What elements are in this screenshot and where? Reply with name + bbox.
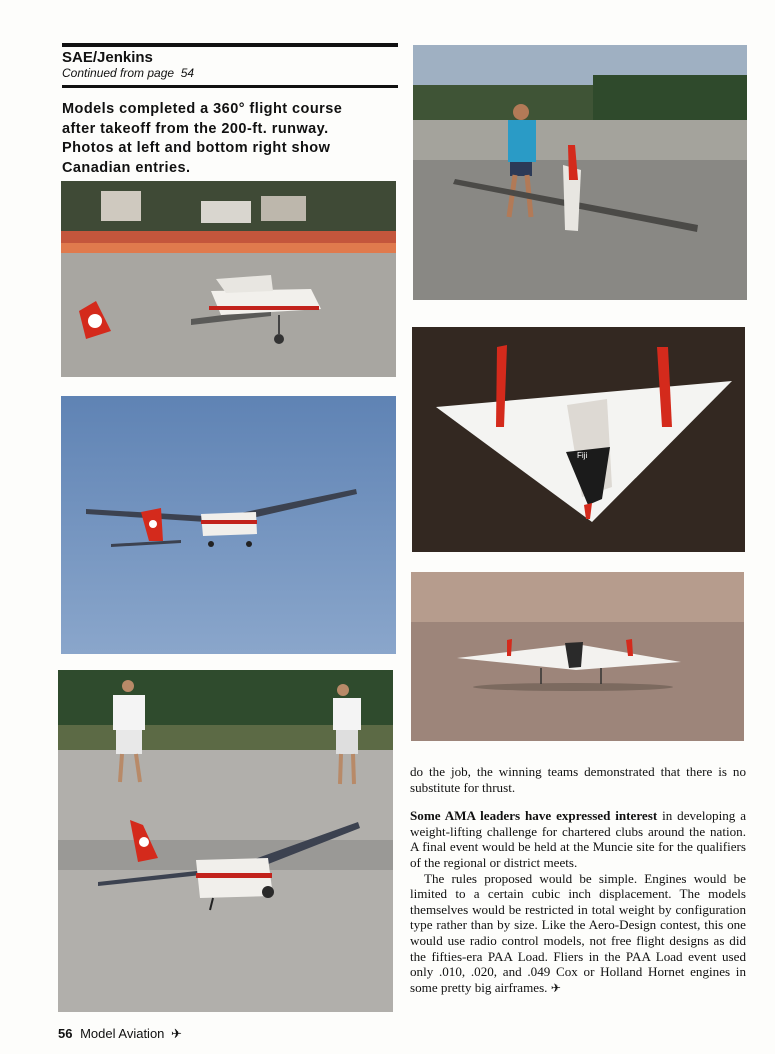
photo-runway-takeoff bbox=[61, 181, 396, 377]
page-footer bbox=[58, 1026, 182, 1042]
caption-line-1: Models completed a 360° flight course bbox=[62, 101, 343, 117]
magazine-name: Model Aviation bbox=[80, 1026, 165, 1041]
photo-delta-wing-runway bbox=[411, 572, 744, 741]
aircraft-badge-text: Fiji bbox=[577, 451, 588, 460]
article-paragraph-1: do the job, the winning teams demonstrated that there is no substitute for thrust. bbox=[410, 764, 746, 795]
photo-delta-wing-closeup bbox=[412, 327, 745, 552]
header-top-rule bbox=[62, 43, 398, 47]
end-mark-icon: ✈ bbox=[550, 980, 561, 995]
paragraph-3-body: The rules proposed would be simple. Engines would be limited to a certain cubic inch displacement. The models themselves would be restricted in total weight by configuration type rather than by size. Like the Aero-Design contest, this one would use radio control models, not free flight designs as did the fifties-era PAA Load. Fliers in the PAA Load event used only .010, .020, and .049 Cox or Holland Hornet engines in some pretty big airframes. bbox=[410, 870, 746, 995]
photo-spectators-and-airplane bbox=[58, 670, 393, 1012]
photo-airplane-in-flight bbox=[61, 396, 396, 654]
footer-plane-icon: ✈ bbox=[171, 1027, 182, 1042]
continued-from: Continued from page 54 bbox=[62, 66, 195, 80]
photo-pilot-with-wing bbox=[413, 45, 747, 300]
caption-line-3: Photos at left and bottom right show bbox=[62, 140, 331, 156]
paragraph-lead-in: Some AMA leaders have expressed interest bbox=[410, 808, 658, 824]
page-number: 56 bbox=[58, 1026, 73, 1041]
section-kicker: SAE/Jenkins bbox=[62, 49, 153, 66]
paragraph-2-body: in developing a weight-lifting challenge for chartered clubs around the nation. A final event would be held at the Muncie site for the qualifiers of the regional or district meets. bbox=[410, 808, 747, 870]
article-paragraph-3 bbox=[410, 871, 746, 997]
caption-line-2: after takeoff from the 200-ft. runway. bbox=[62, 120, 329, 137]
caption-line-4: Canadian entries. bbox=[62, 159, 191, 176]
article-paragraph-2 bbox=[410, 808, 746, 870]
header-bottom-rule bbox=[62, 85, 398, 88]
photo-caption bbox=[62, 100, 402, 178]
article-column bbox=[410, 764, 746, 996]
